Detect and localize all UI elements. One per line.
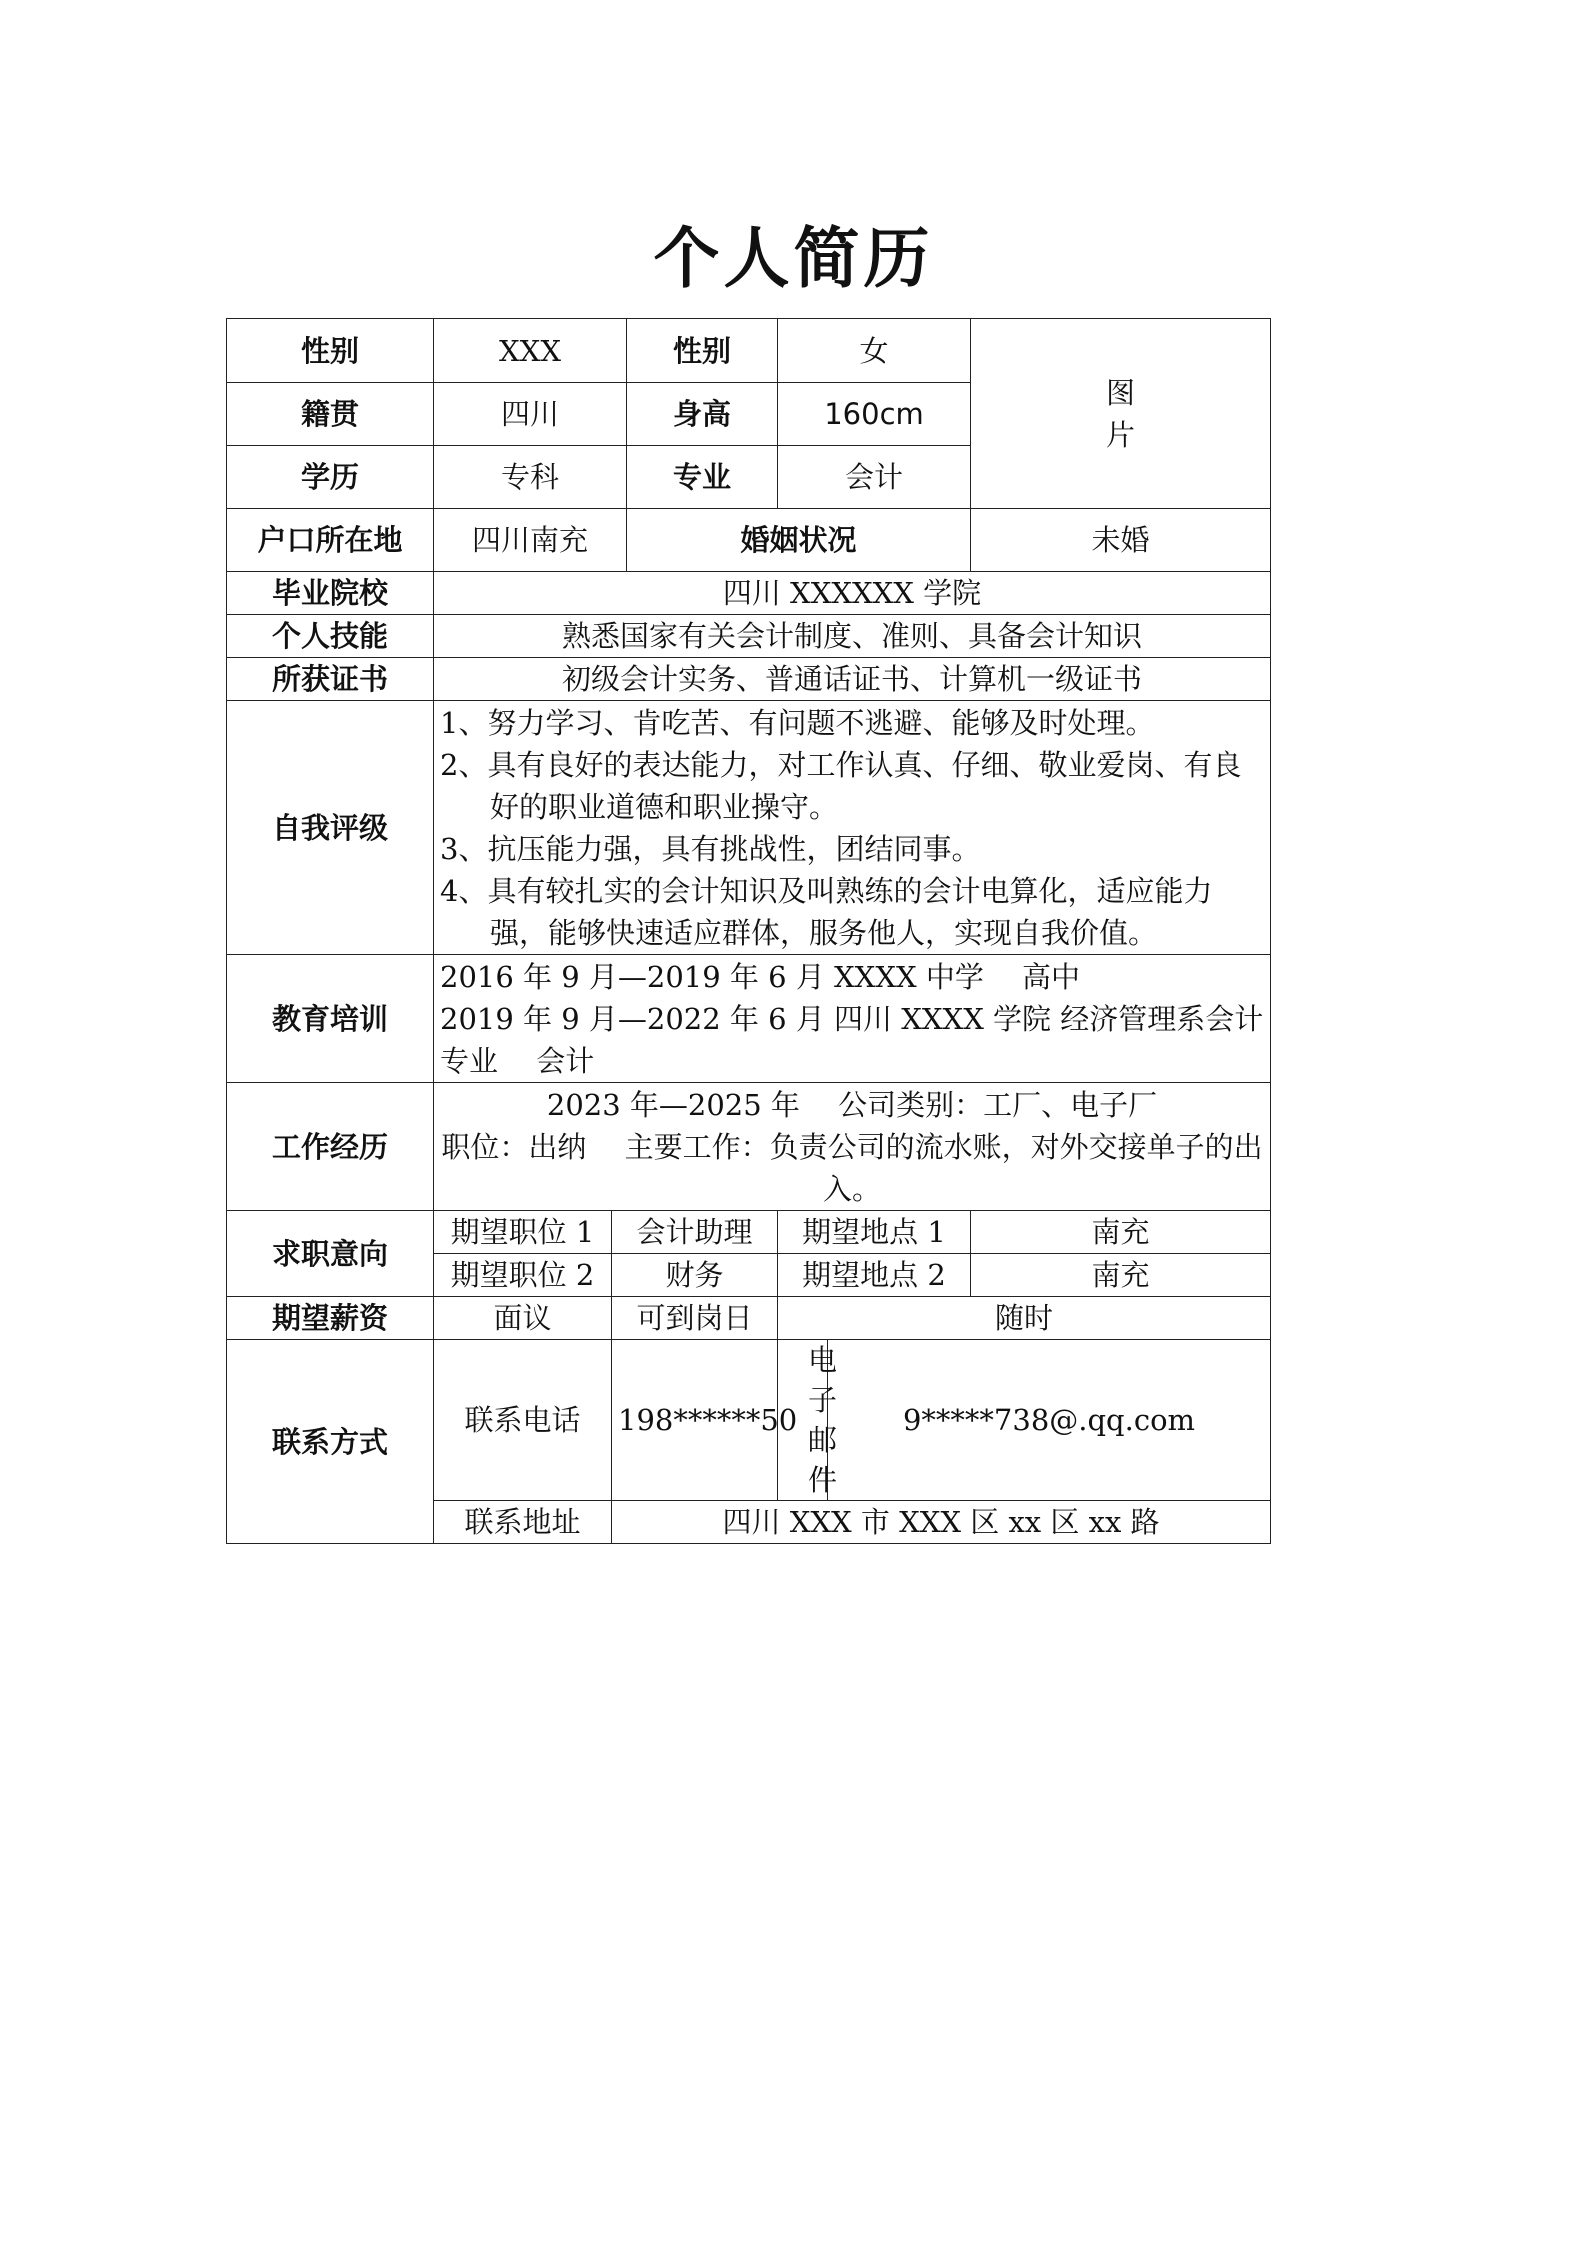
address-label: 联系地址 bbox=[434, 1501, 612, 1544]
hukou-value: 四川南充 bbox=[434, 509, 627, 572]
self-evaluation-item: 3、抗压能力强，具有挑战性，团结同事。 bbox=[440, 831, 981, 866]
education-training-label: 教育培训 bbox=[227, 955, 434, 1083]
location-value-2: 南充 bbox=[971, 1254, 1271, 1297]
email-value: 9*****738@.qq.com bbox=[828, 1340, 1271, 1501]
gender-value: XXX bbox=[434, 319, 627, 383]
location-value-1: 南充 bbox=[971, 1211, 1271, 1254]
height-label: 身高 bbox=[627, 383, 778, 446]
address-value: 四川 XXX 市 XXX 区 xx 区 xx 路 bbox=[612, 1501, 1271, 1544]
position-value-2: 财务 bbox=[612, 1254, 778, 1297]
photo-placeholder bbox=[971, 319, 1271, 509]
position-value-1: 会计助理 bbox=[612, 1211, 778, 1254]
work-experience bbox=[434, 1083, 1271, 1211]
work-period: 2023 年—2025 年 公司类别：工厂、电子厂 bbox=[546, 1087, 1158, 1122]
work-duties: 职位：出纳 主要工作：负责公司的流水账，对外交接单子的出入。 bbox=[441, 1129, 1263, 1206]
certificates-value: 初级会计实务、普通话证书、计算机一级证书 bbox=[434, 658, 1271, 701]
email-label: 电子邮件 bbox=[778, 1340, 828, 1501]
height-value: 160cm bbox=[778, 383, 971, 446]
skills-value: 熟悉国家有关会计制度、准则、具备会计知识 bbox=[434, 615, 1271, 658]
education-training-list bbox=[434, 955, 1271, 1083]
certificates-label: 所获证书 bbox=[227, 658, 434, 701]
gender-value-2: 女 bbox=[778, 319, 971, 383]
page-title: 个人简历 bbox=[653, 220, 934, 297]
marital-value: 未婚 bbox=[971, 509, 1271, 572]
education-entry: 2019 年 9 月—2022 年 6 月 四川 XXXX 学院 经济管理系会计专业 会计 bbox=[440, 1001, 1264, 1078]
self-evaluation-item: 2、具有良好的表达能力，对工作认真、仔细、敬业爱岗、有良好的职业道德和职业操守。 bbox=[440, 747, 1242, 824]
work-experience-label: 工作经历 bbox=[227, 1083, 434, 1211]
resume-table bbox=[226, 318, 1271, 1544]
start-date-value: 随时 bbox=[778, 1297, 1271, 1340]
position-label-1: 期望职位 1 bbox=[434, 1211, 612, 1254]
education-value: 专科 bbox=[434, 446, 627, 509]
major-value: 会计 bbox=[778, 446, 971, 509]
hukou-label: 户口所在地 bbox=[227, 509, 434, 572]
school-label: 毕业院校 bbox=[227, 572, 434, 615]
major-label: 专业 bbox=[627, 446, 778, 509]
self-evaluation-item: 1、努力学习、肯吃苦、有问题不逃避、能够及时处理。 bbox=[440, 705, 1155, 740]
phone-label: 联系电话 bbox=[434, 1340, 612, 1501]
job-intention-label: 求职意向 bbox=[227, 1211, 434, 1297]
start-date-label: 可到岗日 bbox=[612, 1297, 778, 1340]
phone-value: 198******50 bbox=[612, 1340, 778, 1501]
position-label-2: 期望职位 2 bbox=[434, 1254, 612, 1297]
location-label-2: 期望地点 2 bbox=[778, 1254, 971, 1297]
native-place-value: 四川 bbox=[434, 383, 627, 446]
school-value: 四川 XXXXXX 学院 bbox=[434, 572, 1271, 615]
gender-label: 性别 bbox=[227, 319, 434, 383]
photo-label: 图片 bbox=[1106, 375, 1136, 452]
self-evaluation-list bbox=[434, 701, 1271, 955]
self-evaluation-label: 自我评级 bbox=[227, 701, 434, 955]
education-entry: 2016 年 9 月—2019 年 6 月 XXXX 中学 高中 bbox=[440, 959, 1081, 994]
salary-label: 期望薪资 bbox=[227, 1297, 434, 1340]
location-label-1: 期望地点 1 bbox=[778, 1211, 971, 1254]
contact-label: 联系方式 bbox=[227, 1340, 434, 1544]
salary-value: 面议 bbox=[434, 1297, 612, 1340]
native-place-label: 籍贯 bbox=[227, 383, 434, 446]
skills-label: 个人技能 bbox=[227, 615, 434, 658]
gender-label-2: 性别 bbox=[627, 319, 778, 383]
education-label: 学历 bbox=[227, 446, 434, 509]
self-evaluation-item: 4、具有较扎实的会计知识及叫熟练的会计电算化，适应能力强，能够快速适应群体，服务他人，实现自我价值。 bbox=[440, 873, 1213, 950]
marital-label: 婚姻状况 bbox=[627, 509, 971, 572]
